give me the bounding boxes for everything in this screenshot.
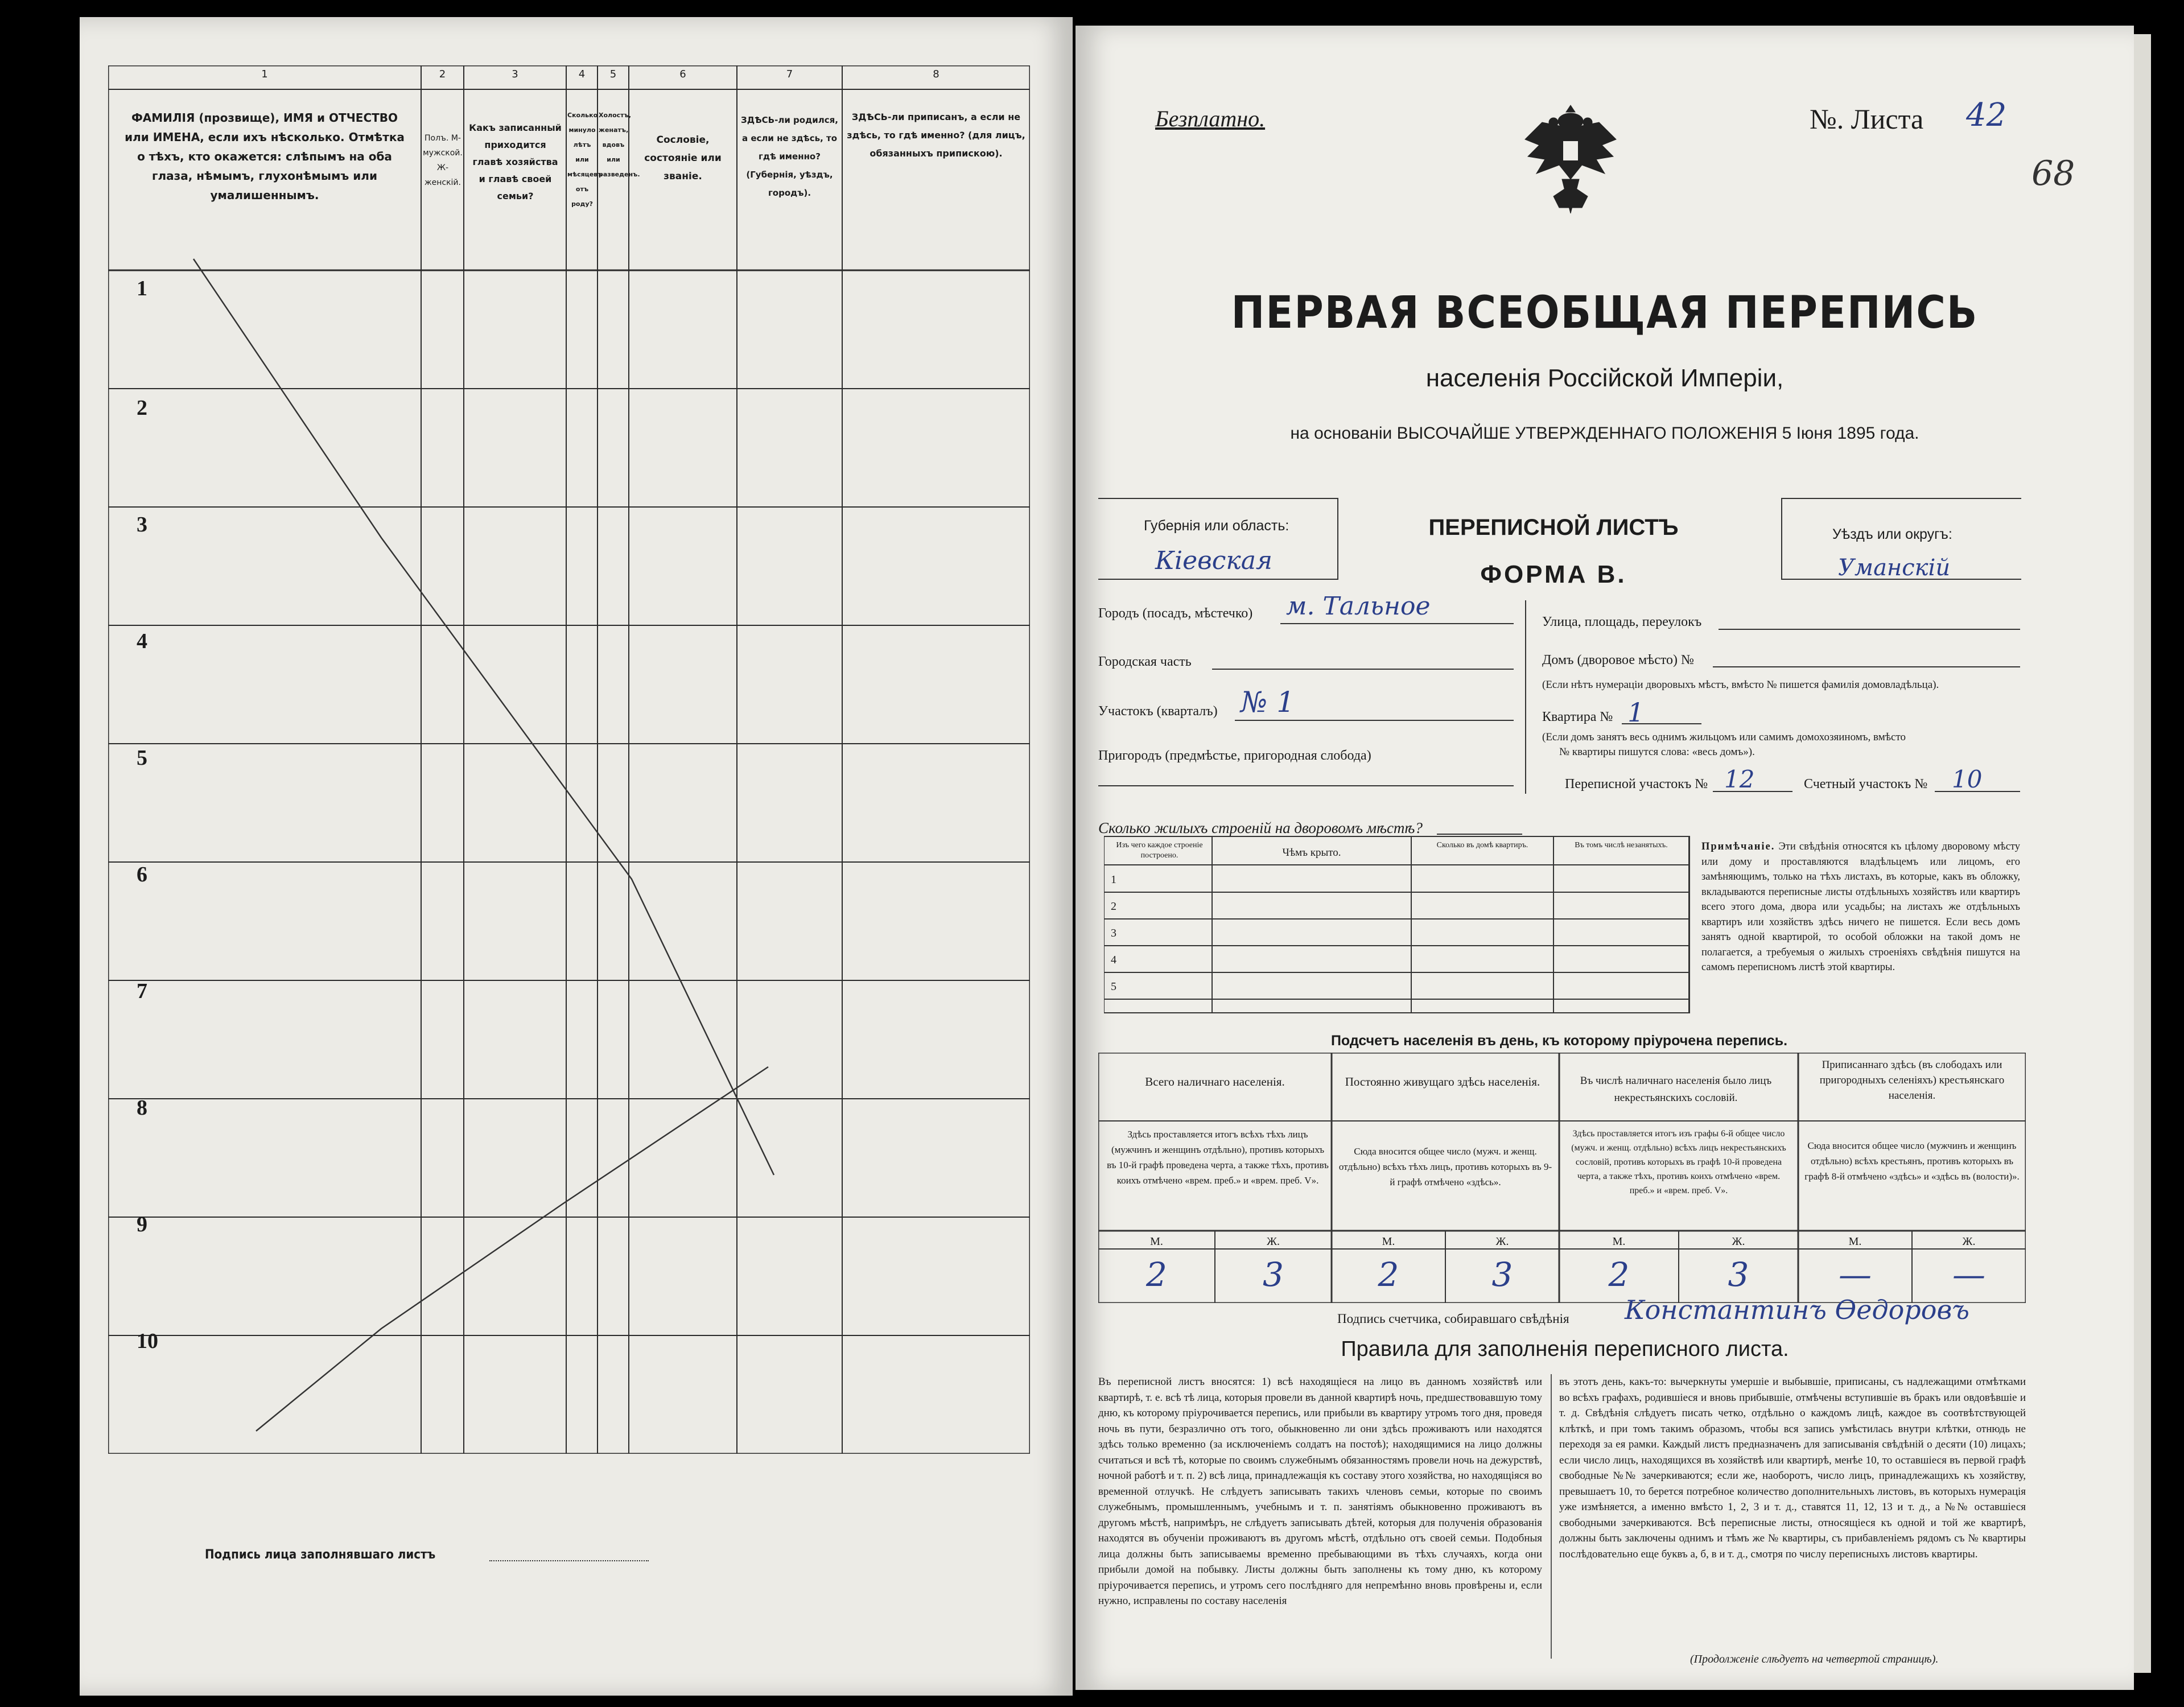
sex-label: М. (1848, 1235, 1862, 1248)
suburb-label: Пригородъ (предмѣстье, пригородная слобода) (1098, 748, 1371, 763)
house-note: (Если нѣтъ нумераціи дворовыхъ мѣстъ, вмѣсто № пишется фамилія домовладѣльца). (1542, 679, 1939, 691)
row-number: 9 (137, 1213, 147, 1236)
row-number: 4 (137, 629, 147, 653)
census-district-value: 12 (1724, 765, 1755, 793)
right-page (1075, 26, 2134, 1690)
document-subtitle-decree: на основаніи ВЫСОЧАЙШЕ УТВЕРЖДЕННАГО ПОЛОЖЕНІЯ 5 Іюня 1895 года. (1290, 424, 1919, 443)
address-divider (1525, 600, 1526, 794)
apartment-value: 1 (1627, 697, 1645, 728)
count-district-value: 10 (1952, 765, 1983, 793)
column-number-6: 6 (679, 68, 686, 80)
imperial-eagle-emblem (1519, 100, 1622, 219)
sex-label: Ж. (1732, 1235, 1745, 1248)
uezd-value: Уманскій (1838, 555, 1951, 581)
sex-label: М. (1612, 1235, 1626, 1248)
column-header-birthplace: ЗДѢСЬ-ли родился, а если не здѣсь, то гдѣ именно? (Губернія, уѣздъ, городъ). (741, 115, 838, 198)
census-district-label: Переписной участокъ № (1565, 777, 1708, 791)
row-number: 2 (137, 396, 147, 420)
column-number-7: 7 (786, 68, 793, 80)
column-number-3: 3 (512, 68, 518, 80)
count-value: — (1839, 1255, 1872, 1294)
count-value: 2 (1146, 1255, 1167, 1294)
summary-note-permanent: Сюда вносится общее число (мужч. и женщ. отдѣльно) всѣхъ тѣхъ лицъ, противъ которыхъ въ 9-й графѣ отмѣчено «здѣсь». (1338, 1146, 1552, 1188)
district-line (1235, 720, 1514, 721)
count-district-line (1935, 791, 2020, 792)
note-block (1701, 839, 2020, 975)
suburb-line (1098, 785, 1514, 786)
census-district-line (1713, 791, 1792, 792)
row-number: 3 (137, 513, 147, 537)
house-label: Домъ (дворовое мѣсто) № (1542, 653, 1694, 667)
note-title: Примѣчаніе. (1701, 841, 1775, 852)
sex-label: М. (1382, 1235, 1395, 1248)
counter-signature-value: Константинъ Ѳедоровъ (1625, 1294, 1969, 1325)
bldg-header-vacant: Въ томъ числѣ незанятыхъ. (1575, 841, 1668, 850)
bldg-row-number: 3 (1111, 927, 1116, 939)
column-number-8: 8 (933, 68, 939, 80)
census-table (108, 65, 1030, 1454)
bldg-header-roof: Чѣмъ крыто. (1282, 847, 1341, 859)
summary-note-total: Здѣсь проставляется итогъ всѣхъ тѣхъ лицъ (мужчинъ и женщинъ отдѣльно), противъ которыхъ въ 10-й графѣ проведена черта, а также тѣхъ, противъ коихъ отмѣчено «врем. преб.» и «врем. преб. V». (1107, 1129, 1329, 1186)
sex-label: Ж. (1495, 1235, 1509, 1248)
gubernia-value: Кіевская (1155, 546, 1273, 575)
row-number: 7 (137, 979, 147, 1003)
document-title: ПЕРВАЯ ВСЕОБЩАЯ ПЕРЕПИСЬ (1231, 287, 1979, 339)
filler-signature-label: Подпись лица заполнявшаго листъ (205, 1548, 436, 1562)
column-header-age: Сколько минуло лѣтъ или мѣсяцевъ отъ роду? (567, 112, 603, 208)
column-number-1: 1 (261, 68, 268, 80)
rules-column-1: Въ переписной листъ вносятся: 1) всѣ находящіеся на лицо въ данномъ хозяйствѣ или квартирѣ, т. е. всѣ тѣ лица, которыя провели въ данной квартирѣ ночь, предшествовавшую тому дню, къ которому пріурочивается перепись, или прибыли въ квартиру утромъ того дня, проведя ночь въ пути, безразлично отъ того, обыкновенно ли они здѣсь проживаютъ или находятся здѣсь только временно (за исключеніемъ солдатъ на постоѣ); находящимися на лицо должны считаться и всѣ тѣ, которые по своимъ служебнымъ обязанностямъ провели ночь на дежурствѣ, ночной работѣ и т. п. 2) всѣ лица, принадлежащія къ составу этого хозяйства, но находящіяся во временной отлучкѣ. Не слѣдуетъ записывать такихъ членовъ семьи, которые по своимъ служебнымъ, промышленнымъ, учебнымъ и т. п. занятіямъ обыкновенно проживаютъ въ другомъ мѣстѣ, напримѣръ, не слѣдуетъ записывать дѣтей, которыя для полученія образованія находятся въ обученіи проживаютъ въ другомъ мѣстѣ, отдѣльно отъ своей семьи. Подобныя лица должны быть записываемы временно пребывающими въ тѣхъ случаяхъ, когда они прибыли домой на побывку. Листы должны быть заполнены къ тому дню, къ которому пріурочивается перепись, и утромъ сего послѣдняго для непремѣнно вновь провѣрены и, если нужно, исправлены по составу населенія (1098, 1376, 1542, 1607)
buildings-table (1104, 834, 1690, 1016)
row-number: 8 (137, 1096, 147, 1120)
summary-note-nonpeasant: Здѣсь проставляется итогъ изъ графы 6-й общее число (мужч. и женщ. отдѣльно) всѣхъ лицъ некрестьянскихъ сословій, противъ которыхъ въ графѣ 10-й проведена черта, а также тѣхъ, противъ коихъ отмѣчено «врем. преб.» и «врем. преб. V». (1571, 1129, 1786, 1195)
summary-header-peasant: Приписаннаго здѣсь (въ слободахъ или пригородныхъ селеніяхъ) крестьянскаго населенія. (1819, 1059, 2005, 1102)
sex-label: Ж. (1267, 1235, 1280, 1248)
gubernia-label: Губернія или область: (1144, 518, 1289, 534)
sex-label: Ж. (1962, 1235, 1976, 1248)
rules-divider (1551, 1374, 1552, 1659)
document-subtitle: населенія Россійской Имперіи, (1425, 364, 1784, 392)
corner-number: 68 (2031, 154, 2075, 193)
district-value: № 1 (1241, 686, 1295, 719)
apartment-note-1: (Если домъ занятъ весь однимъ жильцомъ или самимъ домохозяиномъ, вмѣсто (1542, 731, 1906, 743)
note-text: Эти свѣдѣнія относятся къ цѣлому дворовому мѣсту или дому и проставляются владѣльцемъ или лицомъ, его замѣняющимъ, только на тѣхъ листахъ, въ которые, какъ въ обложку, вкладываются переписные листы отдѣльныхъ хозяйствъ или квартиръ всего этого дома, двора или усадьбы; на листахъ же отдѣльныхъ квартиръ или хозяйствъ здѣсь ничего не пишется. Если весь домъ занятъ одной квартирой, то особой обложки на такой домъ не полагается, а требуемыя о жилыхъ строеніяхъ свѣдѣнія пишутся на самомъ переписномъ листѣ этой квартиры. (1701, 841, 2020, 973)
house-line (1713, 666, 2020, 667)
bldg-row-number: 1 (1111, 873, 1116, 886)
count-district-label: Счетный участокъ № (1804, 777, 1928, 791)
city-value: м. Тальное (1286, 592, 1431, 621)
district-label: Участокъ (кварталъ) (1098, 704, 1218, 719)
column-number-2: 2 (439, 68, 446, 80)
bldg-header-material: Изъ чего каждое строеніе построено. (1116, 841, 1203, 860)
bldg-header-apartments: Сколько въ домѣ квартиръ. (1436, 841, 1528, 850)
city-label: Городъ (посадъ, мѣстечко) (1098, 606, 1253, 621)
count-value: 2 (1378, 1255, 1399, 1294)
sex-label: М. (1150, 1235, 1163, 1248)
row-number: 10 (137, 1329, 158, 1353)
city-part-line (1212, 669, 1514, 670)
uezd-label: Уѣздъ или округъ: (1832, 526, 1952, 542)
column-header-estate: Сословіе, состояніе или званіе. (644, 134, 722, 182)
summary-header-permanent: Постоянно живущаго здѣсь населенія. (1345, 1075, 1540, 1088)
column-number-4: 4 (578, 68, 586, 80)
form-title: ПЕРЕПИСНОЙ ЛИСТЪ (1428, 515, 1679, 540)
column-header-name: ФАМИЛІЯ (прозвище), ИМЯ и ОТЧЕСТВО или ИМЕНА, если ихъ нѣсколько. Отмѣтка о тѣхъ, кто окажется: слѣпымъ на оба глаза, нѣмымъ, глухонѣмымъ или умалишеннымъ. (125, 111, 405, 202)
bldg-row-number: 2 (1111, 900, 1116, 913)
summary-note-peasant: Сюда вносится общее число (мужчинъ и женщинъ отдѣльно) всѣхъ крестьянъ, противъ которыхъ въ графѣ 8-й отмѣчено «здѣсь» и «здѣсь въ (волости)». (1804, 1140, 2020, 1182)
row-number: 1 (137, 277, 147, 300)
apartment-label: Квартира № (1542, 710, 1613, 724)
city-line (1280, 623, 1514, 624)
count-value: — (1952, 1255, 1985, 1294)
count-value: 3 (1263, 1255, 1284, 1294)
counter-signature-label: Подпись счетчика, собиравшаго свѣдѣнія (1337, 1312, 1569, 1326)
row-number: 5 (137, 746, 147, 770)
count-value: 3 (1728, 1255, 1749, 1294)
left-page (80, 17, 1073, 1696)
street-label: Улица, площадь, переулокъ (1542, 615, 1702, 629)
buildings-question: Сколько жилыхъ строеній на дворовомъ мѣстѣ? (1098, 819, 1423, 836)
column-header-relation: Какъ записанный приходится главѣ хозяйства и главѣ своей семьи? (469, 122, 562, 201)
count-value: 3 (1491, 1255, 1513, 1294)
street-line (1719, 629, 2020, 630)
rules-column-2: въ этотъ день, какъ-то: вычеркнуты умершіе и выбывшіе, приписаны, съ надлежащими отмѣтками во всѣхъ графахъ, родившіеся и вновь прибывшіе, отмѣчены вступившіе въ бракъ или овдовѣвшіе и т. д. Свѣдѣнія слѣдуетъ писать четко, отдѣльно о каждомъ лицѣ, каждое въ соотвѣтствующей клѣткѣ, и при томъ такимъ образомъ, чтобы вся запись умѣстилась внутри клѣтки, отнюдь не переходя за ея рамки. Каждый листъ предназначенъ для записыванія свѣдѣній о десяти (10) лицахъ; если число лицъ, находящихся въ хозяйствѣ или квартирѣ, менѣе 10, то оставшіеся въ первой графѣ свободные №№ зачеркиваются; если же, наоборотъ, число лицъ, принадлежащихъ къ хозяйству, превышаетъ 10, то берется потребное количество дополнительныхъ листовъ, въ которыхъ нумерація уже измѣняется, а именно вмѣсто 1, 2, 3 и т. д., ставятся 11, 12, 13 и т. д., а №№ оставшіеся свободными зачеркиваются. Всѣ переписные листы, относящіеся къ одной и той же квартирѣ, должны быть заключены однимъ и тѣмъ же № квартиры, съ прибавленіемъ рядомъ съ № квартиры послѣдовательно еще буквъ а, б, в и т. д., смотря по числу переписныхъ листовъ квартиры. (1559, 1376, 2026, 1560)
form-subtitle: ФОРМА В. (1480, 560, 1627, 588)
column-number-5: 5 (609, 68, 617, 80)
bldg-row-number: 4 (1111, 954, 1116, 966)
apartment-note-2: № квартиры пишутся слова: «весь домъ»). (1559, 746, 1755, 758)
bldg-row-number: 5 (1111, 980, 1116, 993)
column-header-sex: Полъ. М-мужской. Ж-женскій. (423, 134, 463, 187)
sheet-number-value: 42 (1966, 97, 2007, 134)
summary-title: Подсчетъ населенія въ день, къ которому пріурочена перепись. (1330, 1033, 1788, 1049)
city-part-label: Городская часть (1098, 654, 1192, 669)
column-header-registration: ЗДѢСЬ-ли приписанъ, а если не здѣсь, то гдѣ именно? (для лицъ, обязанныхъ припискою). (847, 112, 1025, 159)
rules-continuation: (Продолженіе слѣдуетъ на четвертой страницѣ). (1690, 1653, 1939, 1665)
summary-header-total: Всего наличнаго населенія. (1145, 1075, 1285, 1088)
apartment-line (1622, 723, 1701, 724)
sheet-number-label: №. Листа (1810, 103, 1924, 135)
column-header-marital: Холостъ, женатъ, вдовъ или разведенъ. (599, 112, 640, 178)
free-label: Безплатно. (1155, 106, 1266, 131)
rules-title: Правила для заполненія переписного листа. (1341, 1337, 1789, 1361)
filler-signature-line (489, 1560, 649, 1561)
summary-header-nonpeasant: Въ числѣ наличнаго населенія было лицъ некрестьянскихъ сословій. (1580, 1075, 1772, 1104)
count-value: 2 (1608, 1255, 1630, 1294)
row-number: 6 (137, 863, 147, 887)
